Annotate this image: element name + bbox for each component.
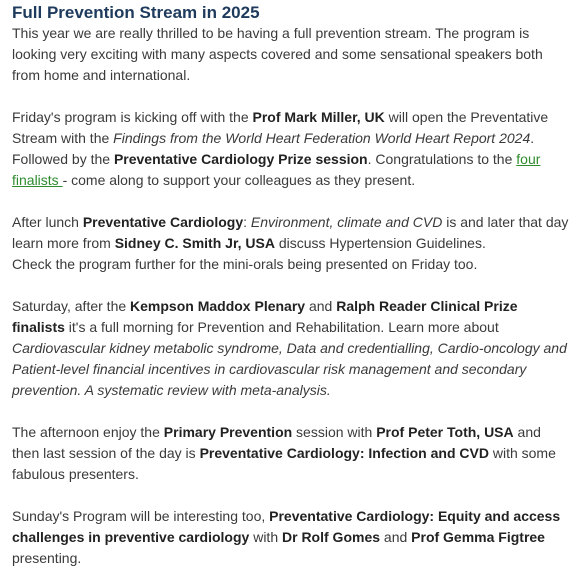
speaker-peter-toth: Prof Peter Toth, USA	[376, 424, 514, 440]
lunch-paragraph	[12, 212, 570, 275]
sunday-text-3: and	[380, 529, 412, 545]
friday-text-1: Friday's program is kicking off with the	[12, 109, 253, 125]
saturday-topics: Cardiovascular kidney metabolic syndrome, Data and credentialling, Cardio-oncology and Patient-level financial incentives in cardiovascular risk management and secondary prevention. A systematic review with meta-analysis.	[12, 340, 567, 398]
ralph-reader-finalists: Ralph Reader Clinical Prize finalists	[12, 298, 518, 335]
speaker-rolf-gomes: Dr Rolf Gomes	[282, 529, 381, 545]
spacer	[12, 191, 570, 212]
intro-text: This year we are really thrilled to be having a full prevention stream. The program is looking very exciting with many aspects covered and some sensational speakers both from home and international.	[12, 25, 543, 83]
speaker-mark-miller: Prof Mark Miller, UK	[252, 109, 385, 125]
page-title: Full Prevention Stream in 2025	[12, 3, 260, 22]
sunday-text-2: with	[249, 529, 282, 545]
kempson-maddox-plenary: Kempson Maddox Plenary	[130, 298, 306, 314]
speaker-sidney-smith: Sidney C. Smith Jr, USA	[114, 235, 275, 251]
saturday-text-1: Saturday, after the	[12, 298, 131, 314]
afternoon-paragraph	[12, 422, 570, 485]
afternoon-text-1: The afternoon enjoy the	[12, 424, 164, 440]
lunch-text-5: Check the program further for the mini-orals being presented on Friday too.	[12, 256, 478, 272]
friday-text-4: . Congratulations to the	[367, 151, 517, 167]
infection-cvd-session: Preventative Cardiology: Infection and CVD	[199, 445, 489, 461]
spacer	[12, 401, 570, 422]
sunday-paragraph	[12, 506, 570, 569]
friday-text-5: - come along to support your colleagues as they present.	[62, 172, 416, 188]
spacer	[12, 86, 570, 107]
saturday-paragraph	[12, 296, 570, 401]
primary-prevention-session: Primary Prevention	[163, 424, 293, 440]
friday-paragraph	[12, 107, 570, 191]
afternoon-text-2: session with	[292, 424, 377, 440]
lunch-text-4: discuss Hypertension Guidelines.	[274, 235, 486, 251]
lunch-text-3: is and later that day learn more from	[12, 214, 569, 251]
intro-paragraph	[12, 23, 570, 86]
article	[12, 3, 570, 569]
afternoon-text-4: with some fabulous presenters.	[12, 445, 556, 482]
friday-text-2: will open the Preventative Stream with the	[12, 109, 549, 146]
four-finalists-link[interactable]: four finalists	[12, 151, 541, 188]
report-title: Findings from the World Heart Federation World Heart Report 2024	[113, 130, 531, 146]
spacer	[12, 275, 570, 296]
session-topic-environment: Environment, climate and CVD	[250, 214, 443, 230]
sunday-text-4: presenting.	[12, 550, 82, 566]
sunday-text-1: Sunday's Program will be interesting too,	[12, 508, 270, 524]
saturday-text-3: it's a full morning for Prevention and Rehabilitation. Learn more about	[64, 319, 499, 335]
friday-text-3: . Followed by the	[12, 130, 535, 167]
prize-session: Preventative Cardiology Prize session	[113, 151, 368, 167]
spacer	[12, 485, 570, 506]
session-preventative-cardiology: Preventative Cardiology	[82, 214, 244, 230]
lunch-text-2: :	[243, 214, 251, 230]
saturday-text-2: and	[305, 298, 337, 314]
equity-access-session: Preventative Cardiology: Equity and access challenges in preventive cardiology	[12, 508, 561, 545]
speaker-gemma-figtree: Prof Gemma Figtree	[411, 529, 545, 545]
lunch-text-1: After lunch	[12, 214, 83, 230]
afternoon-text-3: and then last session of the day is	[12, 424, 541, 461]
